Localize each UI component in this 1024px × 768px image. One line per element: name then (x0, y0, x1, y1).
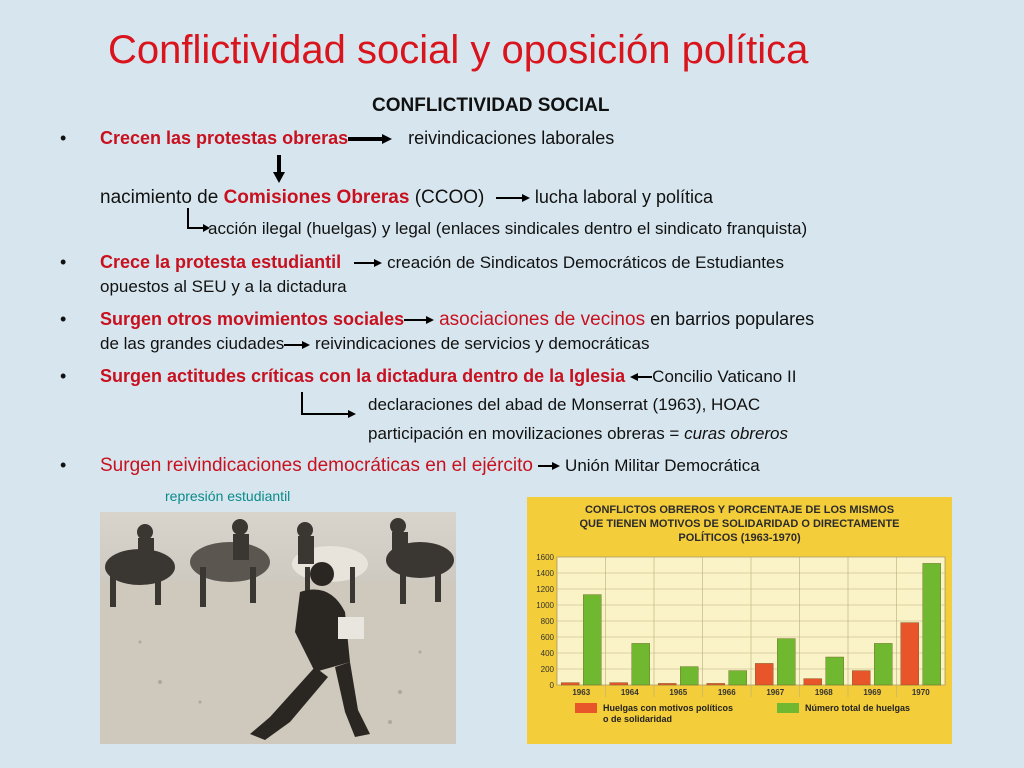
social-movements-cont2: reivindicaciones de servicios y democráticas (315, 334, 650, 353)
chart-title-line: CONFLICTOS OBREROS Y PORCENTAJE DE LOS MISMOS (584, 504, 895, 516)
ccoo-name: Comisiones Obreras (223, 187, 410, 208)
ccoo-prefix: nacimiento de (100, 187, 224, 208)
bar-total (583, 595, 601, 685)
bar-political (852, 671, 870, 685)
right-arrow-icon (404, 315, 434, 325)
neighbors-associations: asociaciones de vecinos (439, 309, 646, 330)
bar-total (777, 639, 795, 685)
slide-title: Conflictividad social y oposición política (108, 28, 809, 72)
worker-priests: curas obreros (684, 424, 789, 443)
bullet-marker: • (60, 128, 67, 148)
elbow-arrow-icon (186, 208, 210, 232)
x-tick-label: 1963 (572, 688, 591, 697)
legend-swatch-total (777, 703, 799, 713)
workers-protest-lead: Crecen las protestas obreras (100, 128, 349, 148)
army-result: Unión Militar Democrática (565, 456, 760, 475)
x-tick-label: 1967 (766, 688, 785, 697)
y-tick-label: 600 (540, 633, 554, 642)
bar-total (729, 671, 747, 685)
x-tick-label: 1966 (717, 688, 736, 697)
student-protest-cont: opuestos al SEU y a la dictadura (100, 277, 347, 296)
church-sub2-prefix: participación en movilizaciones obreras = (368, 424, 685, 443)
church-sub2 (368, 424, 788, 444)
bar-total (680, 667, 698, 685)
church-sub1: declaraciones del abad de Monserrat (1963), HOAC (368, 395, 761, 414)
bar-political (804, 679, 822, 685)
bullet-army (100, 455, 760, 477)
bullet-church (100, 366, 796, 387)
right-arrow-icon (348, 133, 392, 145)
bar-political (658, 683, 676, 685)
right-arrow-icon (284, 340, 310, 350)
y-tick-label: 1000 (536, 601, 554, 610)
y-tick-label: 800 (540, 617, 554, 626)
bullet-marker: • (60, 455, 67, 475)
x-tick-label: 1965 (669, 688, 688, 697)
workers-protest-result: reivindicaciones laborales (408, 128, 615, 148)
bar-political (901, 623, 919, 685)
legend-label: Número total de huelgas (805, 703, 911, 713)
photo-caption: represión estudiantil (165, 488, 291, 504)
bar-total (923, 563, 941, 685)
y-tick-label: 1400 (536, 569, 554, 578)
chart-title-line: POLÍTICOS (1963-1970) (678, 532, 801, 544)
legend-label: o de solidaridad (603, 714, 673, 724)
social-movements-cont (100, 334, 650, 354)
student-protest-lead: Crece la protesta estudiantil (100, 252, 342, 272)
bar-political (755, 663, 773, 685)
bar-political (610, 683, 628, 685)
bullet-student-protest (100, 252, 784, 273)
right-arrow-icon (354, 258, 382, 268)
student-protest-result: creación de Sindicatos Democráticos de Estudiantes (387, 253, 784, 272)
bar-total (826, 657, 844, 685)
y-tick-label: 1200 (536, 585, 554, 594)
left-arrow-icon (630, 372, 652, 382)
bullet-marker: • (60, 252, 67, 272)
x-tick-label: 1968 (814, 688, 833, 697)
down-arrow-icon (272, 155, 286, 183)
legend-label: Huelgas con motivos políticos (603, 703, 734, 713)
section-heading: CONFLICTIVIDAD SOCIAL (372, 95, 610, 116)
bar-total (874, 643, 892, 685)
bar-total (632, 643, 650, 685)
church-lead: Surgen actitudes críticas con la dictadura dentro de la Iglesia (100, 366, 626, 386)
bullet-marker: • (60, 366, 67, 386)
x-tick-label: 1970 (911, 688, 930, 697)
social-movements-lead: Surgen otros movimientos sociales (100, 309, 405, 329)
bullet-social-movements (100, 309, 814, 331)
y-tick-label: 200 (540, 665, 554, 674)
x-tick-label: 1969 (863, 688, 882, 697)
legend-swatch-political (575, 703, 597, 713)
chart-plot (527, 497, 952, 744)
strikes-chart (527, 497, 952, 744)
bar-political (707, 683, 725, 685)
ccoo-suffix: (CCOO) (409, 187, 485, 208)
bullet-marker: • (60, 309, 67, 329)
church-result: Concilio Vaticano II (652, 367, 797, 386)
bar-political (561, 683, 579, 685)
right-arrow-icon (538, 461, 560, 471)
chart-title-line: QUE TIENEN MOTIVOS DE SOLIDARIDAD O DIRECTAMENTE (579, 518, 900, 530)
ccoo-result: lucha laboral y política (534, 187, 714, 207)
x-tick-label: 1964 (620, 688, 639, 697)
social-movements-cont1: de las grandes ciudades (100, 334, 285, 353)
y-tick-label: 1600 (536, 553, 554, 562)
y-tick-label: 400 (540, 649, 554, 658)
student-repression-photo (100, 512, 456, 744)
social-movements-suffix: en barrios populares (645, 309, 815, 329)
ccoo-sub: acción ilegal (huelgas) y legal (enlaces sindicales dentro el sindicato franquista) (208, 219, 808, 238)
elbow-arrow-icon (300, 392, 360, 418)
y-tick-label: 0 (549, 681, 554, 690)
bullet-workers-protest (100, 128, 614, 149)
ccoo-line (100, 187, 713, 209)
right-arrow-icon (496, 193, 530, 203)
army-lead: Surgen reivindicaciones democráticas en el ejército (100, 455, 534, 476)
